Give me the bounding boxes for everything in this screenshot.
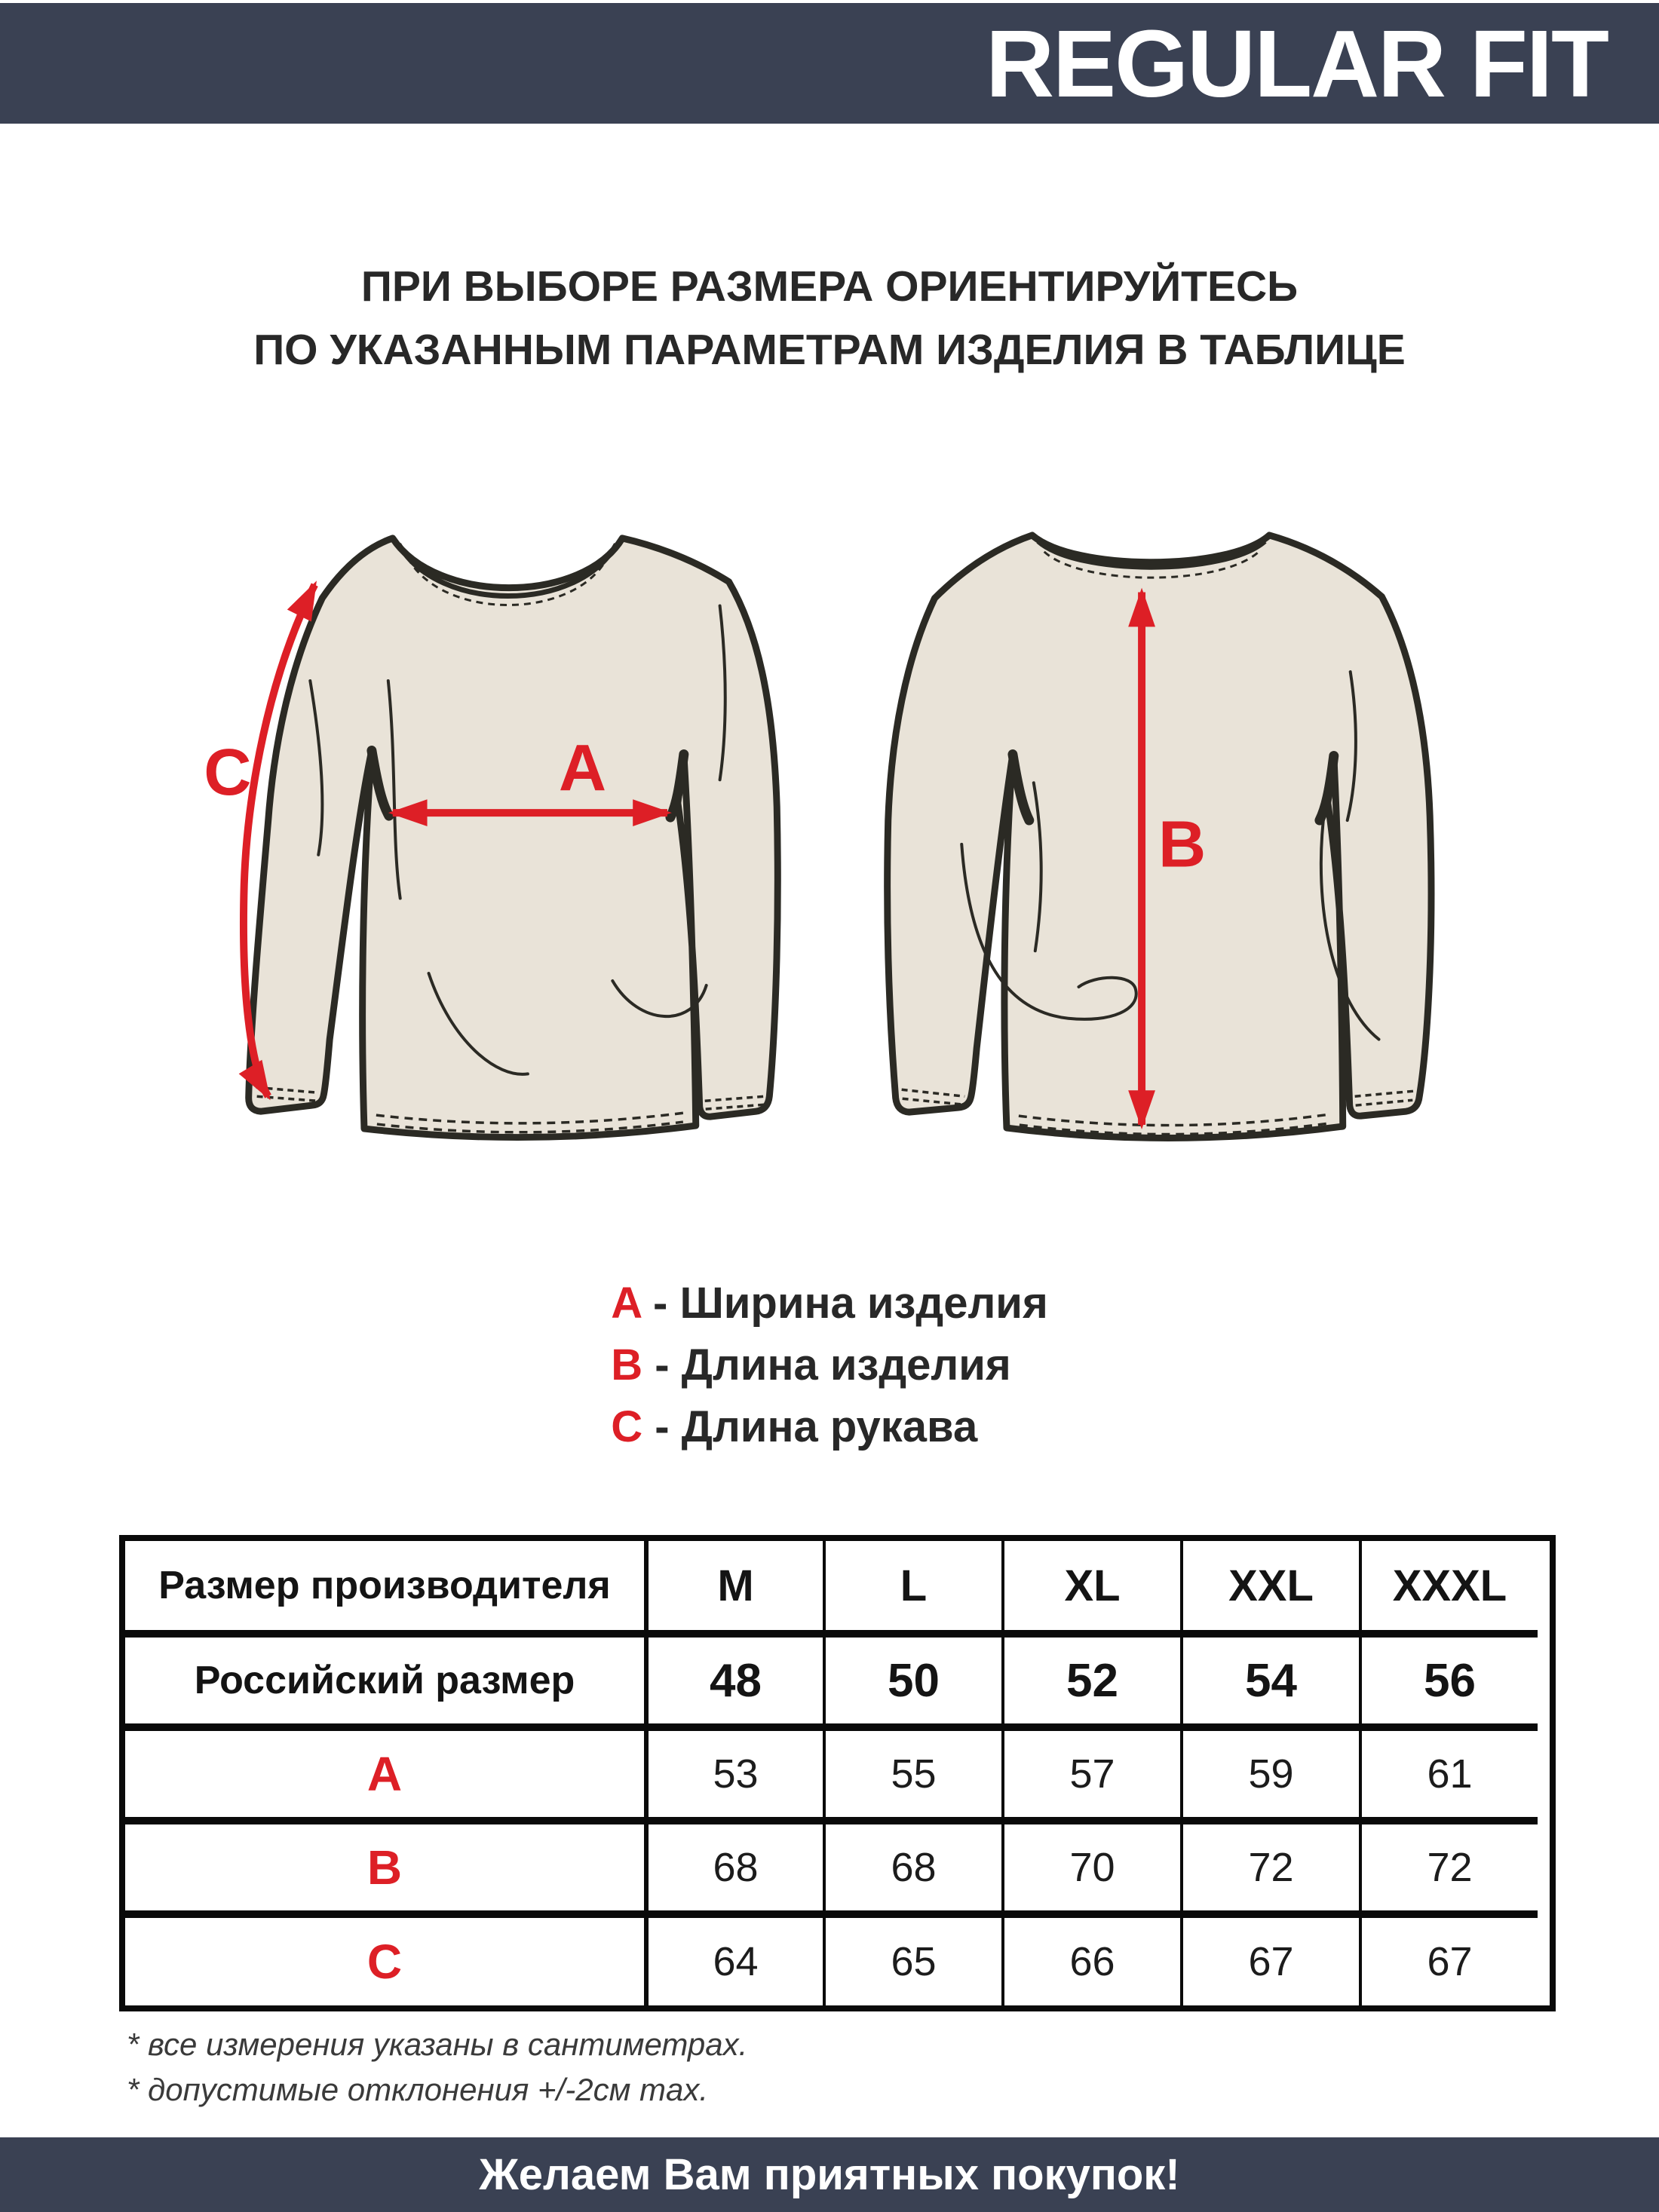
russian-size-value: 50 [823,1630,1001,1723]
row-label-a: A [125,1723,644,1817]
measure-c-value: 67 [1359,1910,1538,2005]
row-label-russian-size: Российский размер [125,1630,644,1723]
legend-letter-b: B [611,1340,643,1389]
back-view-illustration [848,490,1455,1169]
size-header-xxl: XXL [1180,1541,1359,1630]
col-header-manufacturer-size: Размер производителя [158,1564,611,1607]
front-view-illustration [204,490,811,1169]
size-header-l: L [823,1541,1001,1630]
measure-c-label: C [204,735,252,810]
russian-size-value: 48 [644,1630,823,1723]
measure-b-value: 68 [823,1817,1001,1910]
legend-item-a [611,1273,1048,1334]
footnote-units: * все измерения указаны в сантиметрах. [127,2027,748,2062]
legend-text-a: - Ширина изделия [640,1279,1048,1328]
size-header-xxxl: XXXL [1359,1541,1538,1630]
legend-item-c [611,1396,1048,1458]
measure-a-value: 57 [1001,1723,1180,1817]
intro-line-2: ПО УКАЗАННЫМ ПАРАМЕТРАМ ИЗДЕЛИЯ В ТАБЛИЦЕ [253,326,1406,374]
page-title: REGULAR FIT [986,10,1608,117]
measure-b-value: 72 [1180,1817,1359,1910]
size-table [119,1535,1556,2011]
russian-size-value: 56 [1359,1630,1538,1723]
measure-a-value: 61 [1359,1723,1538,1817]
measure-c-value: 64 [644,1910,823,2005]
row-label-b: B [125,1817,644,1910]
row-label-c: C [125,1910,644,2005]
legend-letter-c: C [611,1402,643,1451]
measure-c-value: 67 [1180,1910,1359,2005]
footnote-tolerance: * допустимые отклонения +/-2см max. [127,2072,709,2107]
measure-b-value: 68 [644,1817,823,1910]
footer-message: Желаем Вам приятных покупок! [479,2150,1180,2199]
size-header-m: M [644,1541,823,1630]
footer-bar [0,2137,1659,2212]
legend-item-b [611,1334,1048,1396]
measure-c-value: 65 [823,1910,1001,2005]
measure-a-value: 53 [644,1723,823,1817]
legend-text-c: - Длина рукава [642,1402,978,1451]
front-garment-outline [249,538,778,1138]
intro-line-1: ПРИ ВЫБОРЕ РАЗМЕРА ОРИЕНТИРУЙТЕСЬ [360,262,1299,311]
intro-text [0,255,1659,381]
measure-b-label: B [1158,807,1207,881]
russian-size-value: 54 [1180,1630,1359,1723]
measure-c-value: 66 [1001,1910,1180,2005]
header-bar [0,3,1659,124]
garment-diagrams [0,490,1659,1169]
measure-a-label: A [558,731,607,805]
russian-size-value: 52 [1001,1630,1180,1723]
legend-text-b: - Длина изделия [642,1340,1011,1389]
measure-a-value: 59 [1180,1723,1359,1817]
measure-b-value: 72 [1359,1817,1538,1910]
measure-a-value: 55 [823,1723,1001,1817]
measure-b-value: 70 [1001,1817,1180,1910]
size-header-xl: XL [1001,1541,1180,1630]
measurement-legend [0,1273,1659,1458]
footnotes [127,2022,747,2112]
legend-letter-a: A [611,1279,641,1328]
